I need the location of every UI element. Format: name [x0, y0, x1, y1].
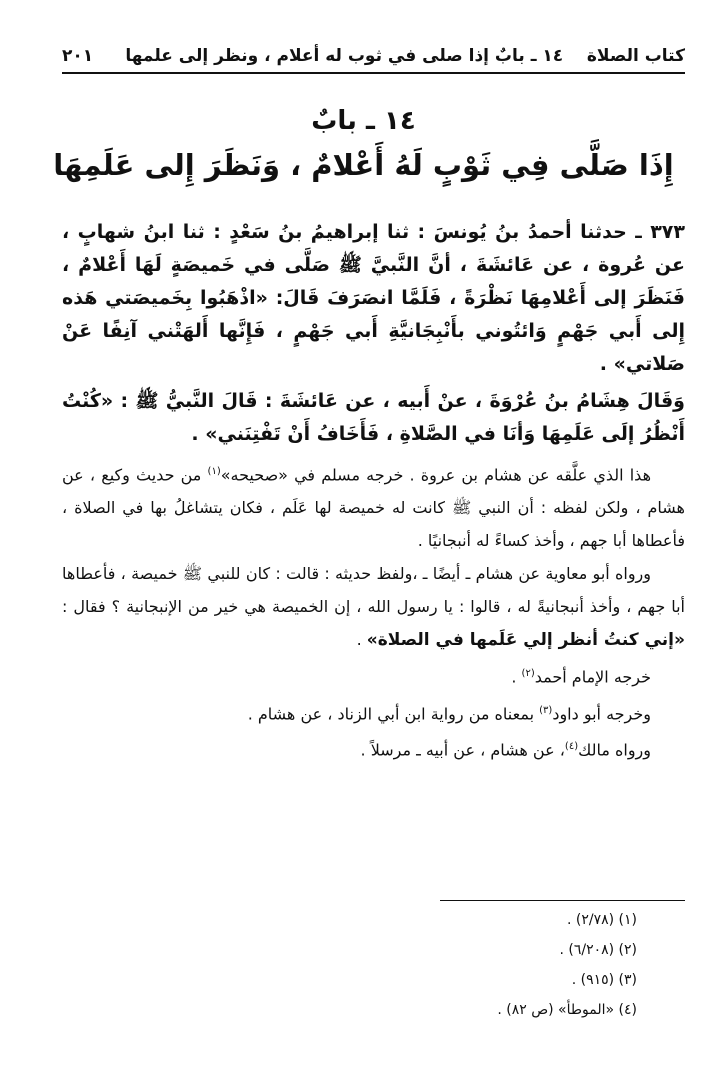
commentary-block [62, 455, 685, 766]
quoted-hadith-text: «إني كنتُ أنظر إلي عَلَمها في الصلاة» [366, 630, 685, 651]
commentary-paragraph [62, 730, 685, 766]
commentary-text: من حديث وكيع ، عن هشام ، ولكن لفظه : أن النبي ﷺ كانت له خميصة لها عَلَم ، فكان يتشاغلُ بها في الصلاة ، فأعطاها أبا جهم ، وأخذ كساءً له أنبجانيًا . [62, 465, 685, 551]
main-text [62, 216, 685, 766]
commentary-text: . [511, 667, 522, 687]
header-chapter-and-title [125, 46, 685, 66]
running-title: ١٤ ـ بابٌ إذا صلى في ثوب له أعلام ، ونظر إلى علمها [125, 46, 564, 66]
hadith-paragraph: ٣٧٣ ـ حدثنا أحمدُ بنُ يُونسَ : ثنا إبراهيمُ بنُ سَعْدٍ : ثنا ابنُ شهابٍ ، عن عُروة ، عن عَائشَةَ ، أنَّ النَّبيَّ ﷺ صَلَّى في خَميصَةٍ لَهَا أَعْلامٌ ، فَنَظَرَ إلى أَعْلامِهَا نَظْرَةً ، فَلَمَّا انصَرَفَ قَالَ: «اذْهَبُوا بِخَميصَتي هَذه إِلى أَبي جَهْمٍ وَائتُوني بأَنْبِجَانيَّةِ أَبي جَهْمٍ ، فَإِنَّها أَلهَتْني آنِفًا عَنْ صَلاتي» . [62, 221, 685, 375]
commentary-text: ، عن هشام ، عن أبيه ـ مرسلاً . [360, 740, 565, 760]
commentary-text: . [356, 630, 367, 650]
chapter-heading: ١٤ ـ بابٌ [311, 106, 416, 136]
running-header [62, 40, 685, 74]
page-number: ٢٠١ [62, 46, 94, 66]
commentary-text: ورواه مالك [578, 740, 651, 760]
hadith-paragraph: وَقَالَ هِشَامُ بنُ عُرْوَةَ ، عنْ أَبيه ، عن عَائشَةَ : قَالَ النَّبيُّ ﷺ : «كُنْتُ أَنْظُرُ إلَى عَلَمِهَا وَأنَا في الصَّلاةِ ، فَأَخَافُ أَنْ تَفْتِنَني» . [62, 390, 685, 445]
footnote: (٤) «الموطأ» (ص ٨٢) . [497, 1002, 637, 1018]
footnote-ref: (٣) [539, 704, 553, 716]
header-separator [569, 46, 581, 66]
commentary-text: ورواه أبو معاوية عن هشام ـ أيضًا ـ ،ولفظ حديثه : قالت : كان للنبي ﷺ خميصة ، فأعطاها أبا جهم ، وأخذ أنبجانيةً له ، قالوا : يا رسول الله ، إن الخميصة هي خير من الإنبجانية ؟ فقال : [62, 564, 685, 617]
footnote-divider [440, 900, 685, 901]
hadith-block [62, 216, 685, 451]
footnote-ref: (٤) [564, 740, 579, 752]
commentary-text: وخرجه أبو داود [552, 703, 651, 723]
commentary-text: خرجه الإمام أحمد [534, 667, 651, 687]
footnote-ref: (١) [207, 466, 221, 477]
commentary-paragraph [62, 694, 685, 730]
book-chapter-name: كتاب الصلاة [586, 46, 685, 66]
footnote: (٢) (٦/٢٠٨) . [559, 942, 637, 958]
commentary-paragraph [62, 657, 685, 693]
footnote: (٣) (٩١٥) . [571, 972, 637, 988]
commentary-paragraph [62, 557, 685, 657]
commentary-paragraph [62, 455, 685, 557]
commentary-text: بمعناه من رواية ابن أبي الزناد ، عن هشام . [247, 703, 540, 723]
footnotes [200, 905, 637, 1025]
chapter-subheading: إِذَا صَلَّى فِي ثَوْبٍ لَهُ أَعْلامٌ ، وَنَظَرَ إِلى عَلَمِهَا [53, 148, 674, 182]
commentary-text: هذا الذي علَّقه عن هشام بن عروة . خرجه مسلم في «صحيحه» [220, 465, 651, 485]
footnote: (١) (٢/٧٨) . [566, 912, 637, 928]
footnote-ref: (٢) [521, 668, 535, 680]
